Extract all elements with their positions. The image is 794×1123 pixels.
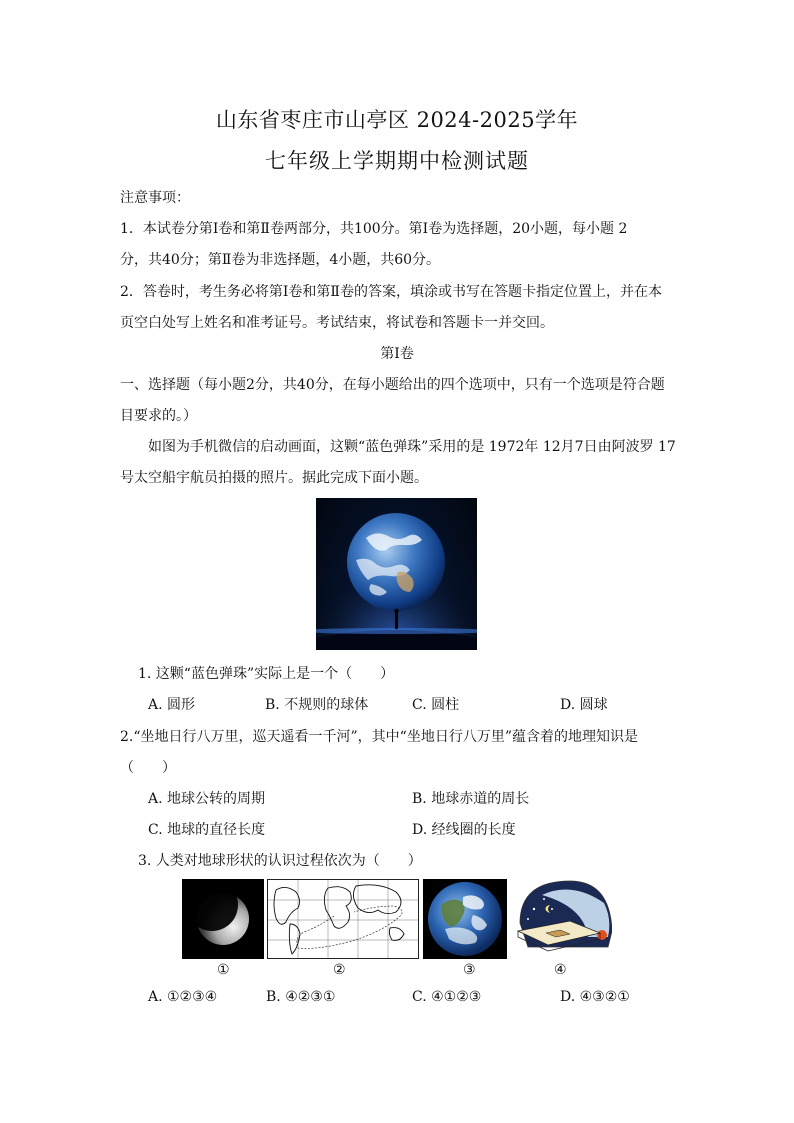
- q2-stem: 2.“坐地日行八万里，巡天遥看一千河”，其中“坐地日行八万里”蕴含着的地理知识是: [120, 729, 638, 745]
- world-voyage-map-image: [267, 879, 419, 959]
- q1-option-b[interactable]: B. 不规则的球体: [265, 697, 369, 713]
- earth-from-space-image: [316, 498, 477, 650]
- q2-option-b[interactable]: B. 地球赤道的周长: [412, 791, 530, 807]
- q2-option-c[interactable]: C. 地球的直径长度: [148, 822, 266, 838]
- q2-option-a[interactable]: A. 地球公转的周期: [148, 791, 266, 807]
- note-2-line1: 2．答卷时，考生务必将第Ⅰ卷和第Ⅱ卷的答案，填涂或书写在答题卡指定位置上，并在本: [120, 284, 662, 300]
- intro-line1: 如图为手机微信的启动画面，这颗“蓝色弹珠”采用的是 1972年 12月7日由阿波罗 17: [148, 439, 676, 455]
- q1-option-a[interactable]: A. 圆形: [148, 697, 196, 713]
- lunar-eclipse-svg: [182, 879, 264, 959]
- voyage-map-svg: [268, 880, 418, 958]
- globe-svg: [423, 879, 507, 959]
- q3-stem: 3. 人类对地球形状的认识过程依次为（ ）: [138, 853, 422, 869]
- q3-image-label-2: ②: [333, 962, 346, 978]
- dome-sky-model-image: [512, 879, 612, 959]
- q3-option-b[interactable]: B. ④②③①: [266, 989, 336, 1005]
- earth-photo-svg: [316, 498, 477, 650]
- q2-option-d[interactable]: D. 经线圈的长度: [412, 822, 516, 838]
- notes-heading: 注意事项：: [120, 190, 190, 206]
- exam-title-line2: 七年级上学期期中检测试题: [265, 149, 529, 173]
- section-label: 第Ⅰ卷: [380, 346, 414, 362]
- q2-stem-paren: （ ）: [120, 760, 176, 776]
- intro-line2: 号太空船宇航员拍摄的照片。据此完成下面小题。: [120, 470, 428, 486]
- note-2-line2: 页空白处写上姓名和准考证号。考试结束，将试卷和答题卡一并交回。: [120, 315, 554, 331]
- earth-globe-image: [423, 879, 507, 959]
- part1-instructions-line1: 一、选择题（每小题2分，共40分，在每小题给出的四个选项中，只有一个选项是符合题: [120, 377, 665, 393]
- q3-image-label-4: ④: [554, 962, 567, 978]
- q1-option-d[interactable]: D. 圆球: [560, 697, 608, 713]
- q3-image-label-3: ③: [463, 962, 476, 978]
- q3-option-d[interactable]: D. ④③②①: [560, 989, 630, 1005]
- q3-option-c[interactable]: C. ④①②③: [412, 989, 482, 1005]
- note-1-line1: 1．本试卷分第Ⅰ卷和第Ⅱ卷两部分，共100分。第Ⅰ卷为选择题，20小题，每小题 2: [120, 221, 628, 237]
- note-1-line2: 分，共40分；第Ⅱ卷为非选择题，4小题，共60分。: [120, 252, 441, 268]
- q3-image-label-1: ①: [217, 962, 230, 978]
- lunar-eclipse-image: [182, 879, 264, 959]
- q3-option-a[interactable]: A. ①②③④: [148, 989, 218, 1005]
- exam-title-line1: 山东省枣庄市山亭区 2024-2025学年: [215, 108, 579, 132]
- dome-model-svg: [512, 879, 612, 959]
- q1-stem: 1. 这颗“蓝色弹珠”实际上是一个（ ）: [138, 666, 395, 682]
- q1-option-c[interactable]: C. 圆柱: [412, 697, 460, 713]
- part1-instructions-line2: 目要求的。）: [120, 408, 197, 424]
